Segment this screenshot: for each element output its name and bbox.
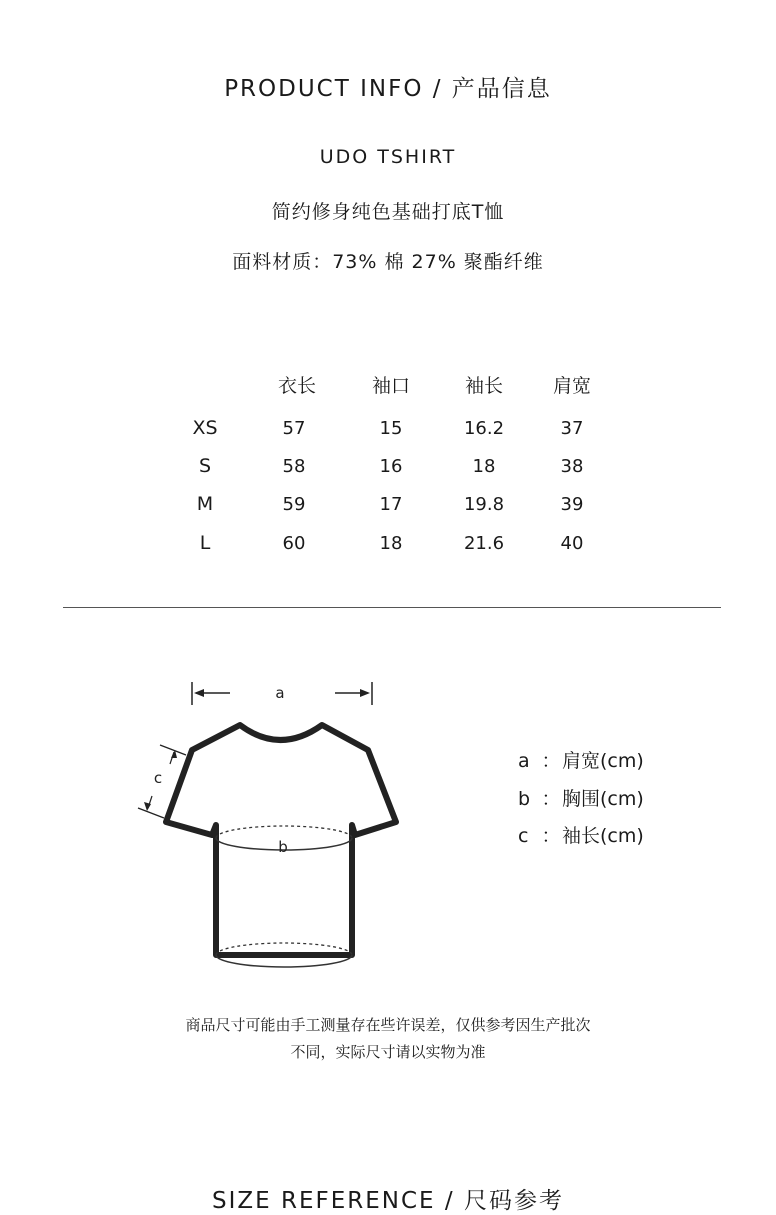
table-cell: 15 — [379, 418, 403, 439]
legend-separator: ： — [541, 788, 561, 810]
table-cell: 37 — [560, 418, 584, 439]
table-cell: 18 — [379, 533, 403, 554]
column-header-shoulder: 肩宽 — [552, 375, 592, 397]
legend-key: a — [518, 750, 530, 772]
product-description: 简约修身纯色基础打底T恤 — [271, 201, 505, 223]
legend-separator: ： — [541, 825, 561, 847]
legend-key: c — [518, 825, 529, 847]
size-label: XS — [192, 417, 218, 439]
legend-item-b — [518, 784, 644, 811]
size-label: S — [198, 455, 212, 477]
page-title: PRODUCT INFO / 产品信息 — [224, 76, 552, 102]
tshirt-measurement-icon — [130, 670, 410, 980]
table-cell: 16 — [379, 456, 403, 477]
table-cell: 57 — [282, 418, 306, 439]
table-cell: 19.8 — [463, 494, 505, 515]
size-label: L — [199, 532, 211, 554]
table-cell: 59 — [282, 494, 306, 515]
section-divider — [63, 607, 721, 608]
table-cell: 60 — [282, 533, 306, 554]
table-cell: 58 — [282, 456, 306, 477]
legend-item-c — [518, 821, 644, 848]
column-header-length: 衣长 — [277, 375, 317, 397]
measurement-note-line1: 商品尺寸可能由手工测量存在些许误差，仅供参考因生产批次 — [185, 1016, 591, 1034]
table-cell: 38 — [560, 456, 584, 477]
measure-c-label: c — [153, 769, 163, 787]
measurement-note-line2: 不同，实际尺寸请以实物为准 — [290, 1043, 486, 1061]
column-header-sleeve: 袖长 — [464, 375, 504, 397]
product-material: 面料材质：73% 棉 27% 聚酯纤维 — [232, 251, 544, 273]
product-name: UDO TSHIRT — [319, 146, 457, 168]
size-label: M — [196, 493, 214, 515]
measure-b-label: b — [278, 838, 288, 856]
legend-label: 肩宽(cm) — [562, 750, 644, 772]
column-header-cuff: 袖口 — [371, 375, 411, 397]
table-cell: 39 — [560, 494, 584, 515]
table-cell: 16.2 — [463, 418, 505, 439]
table-cell: 40 — [560, 533, 584, 554]
table-cell: 18 — [472, 456, 496, 477]
legend-item-a — [518, 746, 644, 773]
table-cell: 21.6 — [463, 533, 505, 554]
table-cell: 17 — [379, 494, 403, 515]
legend-key: b — [518, 788, 531, 810]
legend-separator: ： — [541, 750, 561, 772]
size-reference-title: SIZE REFERENCE / 尺码参考 — [212, 1188, 564, 1214]
legend-label: 胸围(cm) — [562, 788, 644, 810]
measure-a-label: a — [275, 684, 285, 702]
legend-label: 袖长(cm) — [562, 825, 644, 847]
